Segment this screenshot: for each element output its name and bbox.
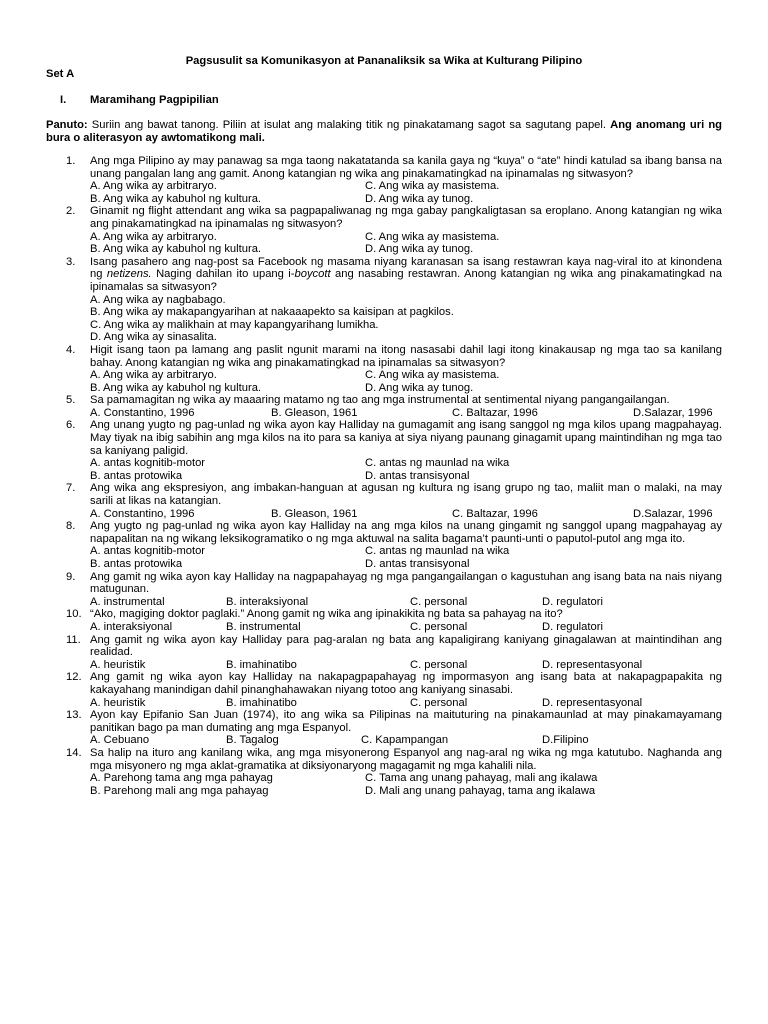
answer-option: A. Ang wika ay arbitraryo. (90, 369, 217, 382)
section-title: Maramihang Pagpipilian (90, 94, 219, 106)
question-number: 14. (66, 746, 82, 759)
answer-option: C. Ang wika ay masistema. (365, 180, 500, 193)
answer-options (90, 659, 722, 672)
answer-option: C. Baltazar, 1996 (452, 507, 538, 520)
answer-option: D. Ang wika ay tunog. (365, 243, 474, 256)
question-number: 1. (66, 155, 76, 167)
answer-option: A. Parehong tama ang mga pahayag (90, 772, 273, 785)
answer-option: A. Ang wika ay arbitraryo. (90, 230, 217, 243)
question-number: 10. (66, 608, 82, 621)
instructions-label: Panuto: (46, 119, 88, 131)
question-text-part: Isang pasahero ang nag-post sa Facebook ng masama niyang karanasan sa isang restawran kaya nag-viral ito at kinondena ng (90, 255, 722, 281)
answer-option: B. Ang wika ay kabuhol ng kultura. (90, 243, 262, 256)
answer-option: A. antas kognitib-motor (90, 545, 206, 558)
answer-option: B. antas protowika (90, 469, 183, 482)
question-number: 4. (66, 343, 76, 356)
question-item (0, 709, 722, 747)
question-list (0, 155, 768, 797)
question-number: 6. (66, 419, 76, 432)
answer-options (90, 697, 722, 710)
answer-options (90, 407, 722, 420)
answer-options (90, 772, 722, 797)
answer-option: B. Parehong mali ang mga pahayag (90, 784, 269, 797)
answer-option: B. interaksiyonal (226, 595, 309, 608)
answer-options (90, 457, 722, 482)
answer-option: A. Constantino, 1996 (90, 507, 195, 520)
question-text: Ang yugto ng pag-unlad ng wika ayon kay Halliday na ang mga kilos na unang gingamit ng sanggol upang magpahayag ay napapalitan na ng wikang leksikogramatiko o ng mga aktuwal na salita bagama’t paunti-unti o paputol-putol ang mga ito. (90, 520, 722, 545)
answer-option: D. Mali ang unang pahayag, tama ang ikalawa (365, 784, 596, 797)
question-item (0, 256, 722, 344)
answer-option: B. Ang wika ay kabuhol ng kultura. (90, 381, 262, 394)
question-text: Ang mga Pilipino ay may panawag sa mga taong nakatatanda sa kanila gaya ng “kuya” o “ate” hindi katulad sa ibang bansa na unang pangalan lang ang gamit. Anong katangian ng wika ang pinakamatingkad na ipinamalas ng sitwasyon? (90, 155, 722, 180)
answer-options (90, 545, 722, 570)
question-item (0, 747, 722, 797)
question-text: Ang gamit ng wika ayon kay Halliday na nagpapahayag ng mga pangangailangan o kagustuhan ang isang bata na nais niyang matugunan. (90, 570, 722, 596)
answer-option: D.Filipino (542, 734, 589, 747)
question-text-part: Naging dahilan ito upang i- (151, 268, 295, 281)
answer-option: A. heuristik (90, 696, 146, 709)
question-item (0, 205, 722, 255)
answer-option: C. Ang wika ay malikhain at may kapangyarihang lumikha. (90, 318, 379, 331)
question-text: Ayon kay Epifanio San Juan (1974), ito ang wika sa Pilipinas na maituturing na pinakamaunlad at may pinakamayamang panitikan bago pa man dumating ang mga Espanyol. (90, 709, 722, 734)
answer-option: D. Ang wika ay tunog. (365, 192, 474, 205)
answer-option: C. antas ng maunlad na wika (365, 457, 510, 470)
answer-options (90, 294, 722, 344)
answer-option: B. Gleason, 1961 (271, 406, 358, 419)
answer-options (90, 596, 722, 609)
answer-option: D. regulatori (542, 595, 603, 608)
answer-option: D. representasyonal (542, 696, 643, 709)
answer-option: B. Ang wika ay kabuhol ng kultura. (90, 192, 262, 205)
question-text: Ang wika ang ekspresiyon, ang imbakan-hanguan at agusan ng kultura ng isang grupo ng tao, maliit man o malaki, na may sarili at likas na katangian. (90, 482, 722, 508)
question-text: Ang gamit ng wika ayon kay Halliday na nakapagpapahayag ng impormasyon ang isang bata at nakapagpapakita ng kakayahang manindigan dahil pinanghahawakan niyang totoo ang kaniyang sinasabi. (90, 671, 722, 696)
answer-option: A. Constantino, 1996 (90, 406, 195, 419)
question-text: Ang unang yugto ng pag-unlad ng wika ayon kay Halliday na gumagamit ang isang sanggol ng mga kilos upang magpahayag. May tiyak na ibig sabihin ang mga kilos na ito para sa kaniya at siya niyang paunang ginagamit upang maintindihan ng mga tao sa kaniyang paligid. (90, 419, 722, 457)
question-number: 11. (66, 633, 81, 646)
answer-option: D. Ang wika ay sinasalita. (90, 331, 217, 344)
question-item (0, 520, 722, 570)
answer-option: A. heuristik (90, 658, 146, 671)
answer-option: D.Salazar, 1996 (633, 507, 713, 520)
answer-option: C. personal (410, 595, 468, 608)
answer-option: D. representasyonal (542, 658, 643, 671)
question-text: Sa pamamagitan ng wika ay maaaring matamo ng tao ang mga instrumental at sentimental niyang pangangailangan. (90, 394, 670, 407)
question-item (0, 634, 722, 672)
answer-option: B. antas protowika (90, 558, 183, 570)
answer-option: C. antas ng maunlad na wika (365, 545, 510, 558)
question-text: “Ako, magiging doktor paglaki.” Anong gamit ng wika ang ipinakikita ng bata sa pahayag na ito? (90, 608, 563, 621)
answer-option: D. regulatori (542, 620, 603, 633)
answer-option: D. Ang wika ay tunog. (365, 381, 474, 394)
answer-options (90, 508, 722, 521)
answer-options (90, 369, 722, 394)
answer-option: C. Ang wika ay masistema. (365, 230, 500, 243)
answer-option: C. Tama ang unang pahayag, mali ang ikalawa (365, 772, 598, 785)
instructions-warning: Ang anomang uri ng bura o aliterasyon ay awtomatikong mali. (46, 119, 722, 144)
answer-option: D. antas transisyonal (365, 558, 470, 570)
question-item (0, 344, 722, 394)
answer-option: A. antas kognitib-motor (90, 457, 206, 470)
answer-option: A. Cebuano (90, 734, 150, 747)
answer-option: B. Tagalog (226, 734, 279, 747)
question-item (0, 155, 722, 205)
question-number: 3. (66, 255, 76, 268)
question-number: 13. (66, 709, 82, 722)
answer-options (90, 621, 722, 634)
question-number: 12. (66, 671, 82, 684)
question-item (0, 671, 722, 709)
answer-option: A. instrumental (90, 595, 165, 608)
question-number: 7. (66, 482, 76, 495)
answer-option: C. personal (410, 696, 468, 709)
question-term-italic: netizens. (106, 268, 152, 281)
question-item (0, 571, 722, 609)
question-item (0, 482, 722, 520)
question-number: 5. (66, 394, 76, 407)
instructions (46, 119, 722, 144)
question-item (0, 608, 722, 633)
answer-option: C. Baltazar, 1996 (452, 406, 538, 419)
answer-options (90, 734, 722, 747)
question-text (90, 256, 722, 294)
answer-option: C. Kapampangan (361, 734, 449, 747)
question-text: Ang gamit ng wika ayon kay Halliday para pag-aralan ng bata ang kapaligirang kaniyang ginagalawan at maintindihan ang realidad. (90, 633, 722, 659)
answer-option: C. personal (410, 620, 468, 633)
answer-option: B. imahinatibo (226, 658, 297, 671)
answer-option: A. interaksiyonal (90, 620, 173, 633)
question-text-part: ang nasabing restawran. Anong katangian ng wika ang pinakamatingkad na ipinamalas sa sitwasyon? (90, 268, 722, 293)
answer-option: A. Ang wika ay nagbabago. (90, 293, 226, 306)
set-label: Set A (46, 68, 75, 80)
answer-option: B. imahinatibo (226, 696, 297, 709)
question-item (0, 394, 722, 419)
question-number: 8. (66, 520, 76, 533)
question-text: Ginamit ng flight attendant ang wika sa pagpapaliwanag ng mga gabay pangkaligtasan sa eroplano. Anong katangian ng wika ang pinakamatingkad na ipinamalas ng sitwasyon? (90, 205, 722, 230)
instructions-text: Suriin ang bawat tanong. Piliin at isulat ang malaking titik ng pinakatamang sagot sa sagutang papel. (87, 119, 611, 131)
answer-option: B. Gleason, 1961 (271, 507, 358, 520)
section-number: I. (60, 94, 67, 106)
answer-option: B. instrumental (226, 620, 301, 633)
question-text: Sa halip na ituro ang kanilang wika, ang mga misyonerong Espanyol ang nag-aral ng wika ng mga katutubo. Naghanda ang mga misyonero ng mga aklat-gramatika at diksiyonaryong magagamit ng mga kahalili nila. (90, 746, 722, 772)
answer-option: C. personal (410, 658, 468, 671)
answer-option: D. antas transisyonal (365, 469, 470, 482)
answer-option: A. Ang wika ay arbitraryo. (90, 180, 217, 193)
exam-title: Pagsusulit sa Komunikasyon at Pananaliksik sa Wika at Kulturang Pilipino (185, 55, 583, 67)
answer-option: C. Ang wika ay masistema. (365, 369, 500, 382)
question-number: 9. (66, 570, 76, 583)
answer-options (90, 231, 722, 256)
answer-options (90, 180, 722, 205)
question-text: Higit isang taon pa lamang ang paslit ngunit marami na itong nasasabi dahil lagi itong kinakausap ng mga tao sa kanilang bahay. Anong katangian ng wika ang pinakamatingkad na ipinamalas sa sitwasyon? (90, 343, 722, 369)
answer-option: D.Salazar, 1996 (633, 406, 713, 419)
question-number: 2. (66, 205, 76, 218)
question-term-italic: boycott (294, 268, 331, 281)
answer-option: B. Ang wika ay makapangyarihan at nakaaapekto sa kaisipan at pagkilos. (90, 306, 454, 319)
question-item (0, 419, 722, 482)
